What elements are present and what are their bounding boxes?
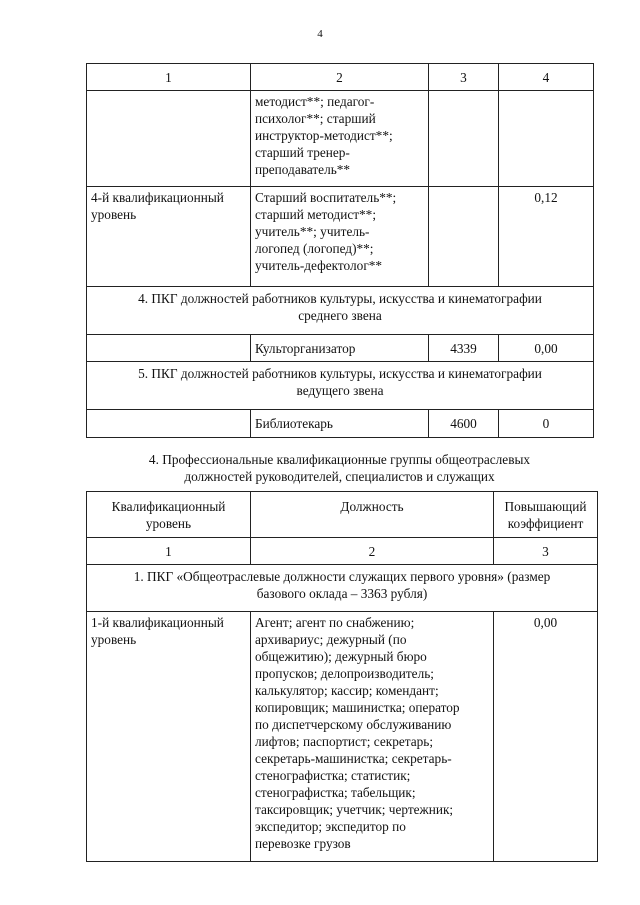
general-positions-table <box>86 491 598 862</box>
group-heading <box>87 362 594 410</box>
coef-cell: 0 <box>499 410 594 438</box>
column-number-2: 2 <box>251 538 494 565</box>
text-line: таксировщик; учетчик; чертежник; <box>255 802 454 817</box>
header-level <box>87 492 251 538</box>
text-line: калькулятор; кассир; комендант; <box>255 683 439 698</box>
text-line: стенографистка; табельщик; <box>255 785 416 800</box>
group-heading <box>87 287 594 335</box>
coef-cell <box>499 91 594 187</box>
text-line: инструктор-методист**; <box>255 128 393 143</box>
page-number: 4 <box>317 28 323 40</box>
position-cell: Библиотекарь <box>251 410 429 438</box>
group-heading-row <box>87 565 598 612</box>
table-row <box>87 612 598 862</box>
coef-cell: 0,00 <box>499 335 594 362</box>
text-line: архивариус; дежурный (по <box>255 632 407 647</box>
level-cell <box>87 187 251 287</box>
salary-cell <box>429 91 499 187</box>
text-line: 4. ПКГ должностей работников культуры, искусства и кинематографии <box>138 291 542 306</box>
table-header-row <box>87 492 598 538</box>
text-line: копировщик; машинистка; оператор <box>255 700 460 715</box>
text-line: Старший воспитатель**; <box>255 190 397 205</box>
level-cell <box>87 410 251 438</box>
text-line: пропусков; делопроизводитель; <box>255 666 434 681</box>
text-line: 1-й квалификационный <box>91 615 224 630</box>
table-row <box>87 91 594 187</box>
positions-cell <box>251 91 429 187</box>
column-number-1: 1 <box>87 538 251 565</box>
text-line: уровень <box>91 207 137 222</box>
group-heading-row <box>87 362 594 410</box>
level-cell <box>87 612 251 862</box>
level-cell <box>87 91 251 187</box>
text-line: базового оклада – 3363 рубля) <box>256 586 428 601</box>
section-title <box>86 451 593 485</box>
text-line: преподаватель** <box>255 162 351 177</box>
text-line: по диспетчерскому обслуживанию <box>255 717 452 732</box>
text-line: психолог**; старший <box>255 111 376 126</box>
text-line: стенографистка; статистик; <box>255 768 411 783</box>
group-heading-row <box>87 287 594 335</box>
salary-table-continued <box>86 63 594 438</box>
text-line: Квалификационный <box>111 499 226 514</box>
text-line: должностей руководителей, специалистов и служащих <box>184 469 495 484</box>
text-line: 4. Профессиональные квалификационные группы общеотраслевых <box>148 452 531 467</box>
position-cell: Культорганизатор <box>251 335 429 362</box>
text-line: уровень <box>145 516 192 531</box>
header-position: Должность <box>251 492 494 538</box>
text-line: перевозке грузов <box>255 836 351 851</box>
text-line: логопед (логопед)**; <box>255 241 374 256</box>
table-number-row <box>87 538 598 565</box>
table-row <box>87 335 594 362</box>
column-number-3: 3 <box>494 538 598 565</box>
text-line: лифтов; паспортист; секретарь; <box>255 734 434 749</box>
column-number-1: 1 <box>87 64 251 91</box>
text-line: 5. ПКГ должностей работников культуры, искусства и кинематографии <box>138 366 542 381</box>
text-line: Повышающий <box>504 499 587 514</box>
positions-cell <box>251 187 429 287</box>
column-number-3: 3 <box>429 64 499 91</box>
text-line: ведущего звена <box>296 383 384 398</box>
text-line: старший тренер- <box>255 145 350 160</box>
text-line: экспедитор; экспедитор по <box>255 819 406 834</box>
table-row <box>87 410 594 438</box>
level-cell <box>87 335 251 362</box>
column-number-4: 4 <box>499 64 594 91</box>
text-line: Агент; агент по снабжению; <box>255 615 415 630</box>
text-line: среднего звена <box>298 308 382 323</box>
table-row <box>87 187 594 287</box>
text-line: 1. ПКГ «Общеотраслевые должности служащих первого уровня» (размер <box>133 569 551 584</box>
text-line: общежитию); дежурный бюро <box>255 649 427 664</box>
header-coefficient <box>494 492 598 538</box>
text-line: секретарь-машинистка; секретарь- <box>255 751 452 766</box>
positions-cell <box>251 612 494 862</box>
salary-cell: 4600 <box>429 410 499 438</box>
text-line: учитель**; учитель- <box>255 224 370 239</box>
text-line: учитель-дефектолог** <box>255 258 383 273</box>
coef-cell: 0,00 <box>494 612 598 862</box>
column-number-2: 2 <box>251 64 429 91</box>
text-line: 4-й квалификационный <box>91 190 224 205</box>
group-heading <box>87 565 598 612</box>
table-header-row <box>87 64 594 91</box>
text-line: коэффициент <box>507 516 584 531</box>
salary-cell: 4339 <box>429 335 499 362</box>
salary-cell <box>429 187 499 287</box>
text-line: методист**; педагог- <box>255 94 375 109</box>
coef-cell: 0,12 <box>499 187 594 287</box>
text-line: уровень <box>91 632 137 647</box>
text-line: старший методист**; <box>255 207 377 222</box>
